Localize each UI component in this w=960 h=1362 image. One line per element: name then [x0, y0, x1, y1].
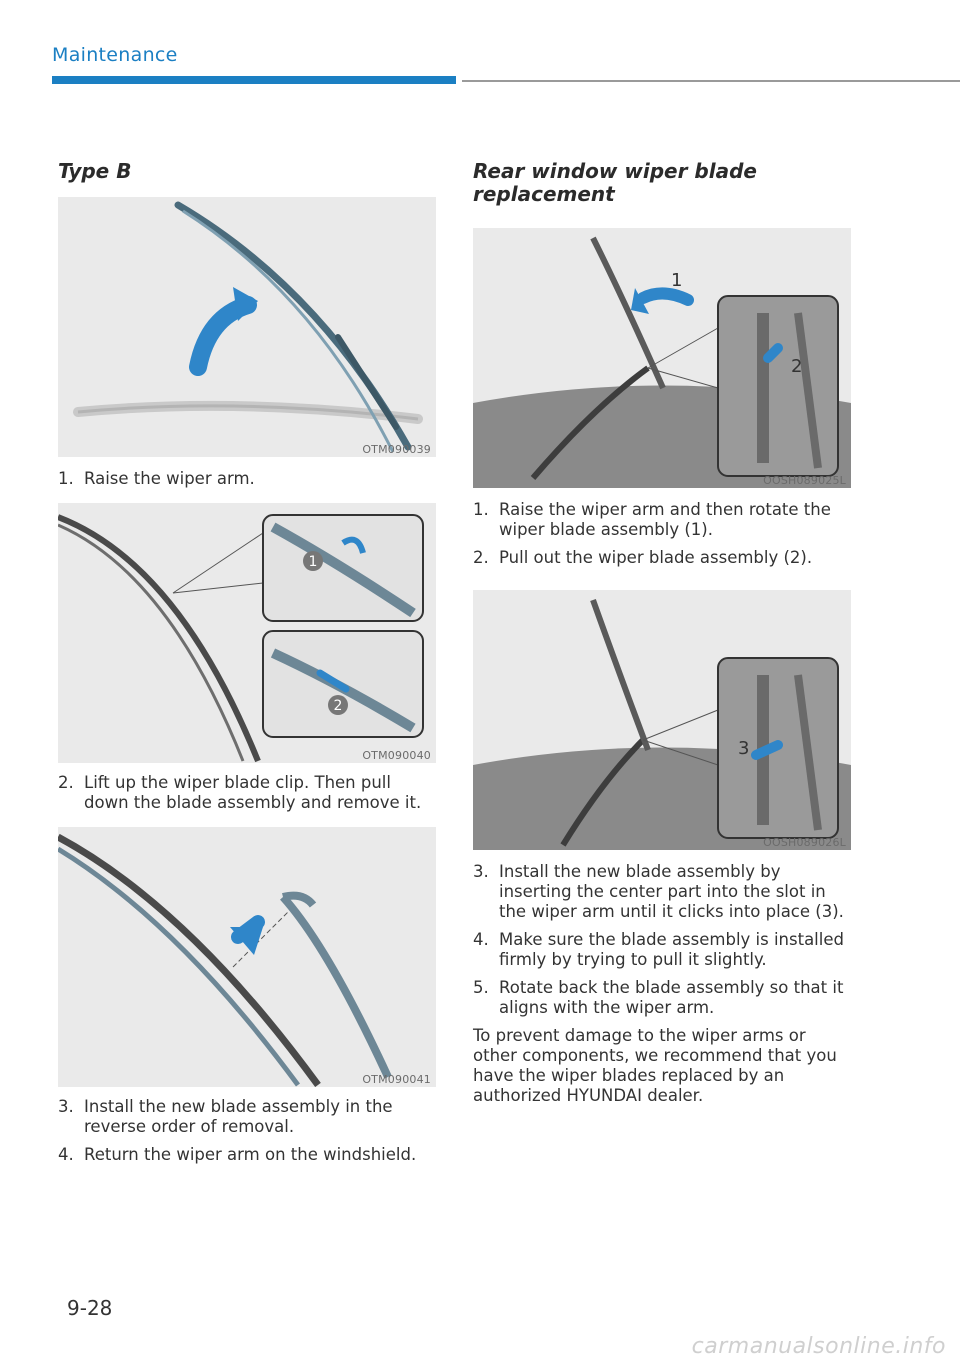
steps-figure-3	[58, 1097, 436, 1165]
step-item: 1. Raise the wiper arm.	[58, 469, 255, 488]
svg-text:1: 1	[308, 554, 318, 570]
section-title: Maintenance	[52, 44, 178, 66]
callout-box-2	[718, 296, 838, 476]
blade-clip-illustration	[58, 503, 436, 763]
figure-rear-raise	[473, 228, 851, 488]
step-item: 1. Raise the wiper arm and then rotate the wiper blade assembly (1).	[473, 500, 831, 539]
step-item: 5. Rotate back the blade assembly so that it aligns with the wiper arm.	[473, 978, 844, 1017]
svg-text:2: 2	[791, 356, 803, 377]
figure-remove-blade	[58, 503, 436, 763]
rear-wiper-heading: Rear window wiper blade replacement	[473, 159, 757, 206]
rear-wiper-raise-illustration	[473, 228, 851, 488]
figure-code: OTM090041	[362, 1073, 431, 1086]
figure-rear-install	[473, 590, 851, 850]
dealer-note: To prevent damage to the wiper arms or other components, we recommend that you have the wiper blades replaced by an authorized HYUNDAI dealer.	[473, 1026, 837, 1105]
type-b-heading: Type B	[58, 159, 132, 183]
figure-code: OOSH089026L	[763, 836, 846, 849]
step-item: 4. Return the wiper arm on the windshield.	[58, 1145, 417, 1164]
wiper-raise-illustration	[58, 197, 436, 457]
figure-code: OTM090039	[362, 443, 431, 456]
svg-text:2: 2	[333, 698, 343, 714]
steps-figure-2	[58, 773, 436, 813]
page-number: 9-28	[67, 1296, 113, 1320]
figure-raise-wiper	[58, 197, 436, 457]
watermark-site: carmanualsonline.info	[691, 1334, 946, 1359]
header-rule	[462, 80, 960, 82]
left-column	[58, 160, 436, 1165]
step-item: 3. Install the new blade assembly in the reverse order of removal.	[58, 1097, 393, 1136]
steps-figure-1	[58, 469, 436, 489]
figure-code: OTM090040	[362, 749, 431, 762]
steps-figure-4	[473, 500, 851, 568]
svg-text:1: 1	[671, 270, 683, 291]
step-item: 2. Lift up the wiper blade clip. Then pull down the blade assembly and remove it.	[58, 773, 422, 812]
svg-text:3: 3	[738, 738, 750, 759]
step-item: 4. Make sure the blade assembly is installed firmly by trying to pull it slightly.	[473, 930, 844, 969]
step-item: 2. Pull out the wiper blade assembly (2).	[473, 548, 813, 567]
rear-wiper-install-illustration	[473, 590, 851, 850]
figure-code: OOSH089025L	[763, 474, 846, 487]
figure-install-blade	[58, 827, 436, 1087]
steps-figure-5	[473, 862, 851, 1018]
header-rule-accent	[52, 76, 456, 84]
step-item: 3. Install the new blade assembly by inserting the center part into the slot in the wiper arm until it clicks into place (3).	[473, 862, 844, 921]
blade-install-illustration	[58, 827, 436, 1087]
right-column	[473, 160, 851, 1106]
